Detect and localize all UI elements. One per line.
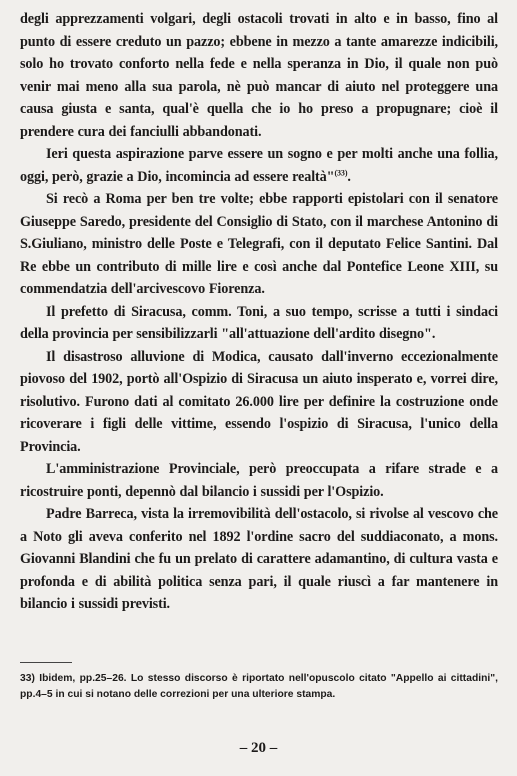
paragraph: Padre Barreca, vista la irremovibilità dell'ostacolo, si rivolse al vescovo che a Noto gli aveva conferito nel 1892 l'ordine sacro del suddiaconato, a mons. Giovanni Blandini che fu un prelato di carattere adamantino, di cultura vasta e profonda e di abilità politica senza pari, il quale riuscì a far mantenere in bilancio i sussidi previsti.: [20, 506, 498, 612]
document-body: [20, 8, 498, 616]
paragraph: Il disastroso alluvione di Modica, causato dall'inverno eccezionalmente piovoso del 1902, portò all'Ospizio di Siracusa un aiuto insperato e, vorrei dire, risolutivo. Furono dati al comitato 26.000 lire per definire la costruzione onde ricoverare i figli delle vittime, essendo l'ospizio di Siracusa, l'unico della Provincia.: [20, 348, 498, 455]
paragraph-text: Ieri questa aspirazione parve essere un sogno e per molti anche una follia, oggi, però, grazie a Dio, incomincia ad essere realtà": [20, 146, 498, 185]
footnote: 33) Ibidem, pp.25–26. Lo stesso discorso è riportato nell'opuscolo citato "Appello ai cittadini", pp.4–5 in cui si notano delle correzioni per una ulteriore stampa.: [20, 673, 498, 700]
paragraph: Il prefetto di Siracusa, comm. Toni, a suo tempo, scrisse a tutti i sindaci della provincia per sensibilizzarli "all'attuazione dell'ardito disegno".: [20, 303, 498, 342]
paragraph: degli apprezzamenti volgari, degli ostacoli trovati in alto e in basso, fino al punto di essere creduto un pazzo; ebbene in mezzo a tante amarezze indicibili, solo ho trovato conforto nella fede e nella speranza in Dio, il quale non può venir mai meno alla sua parola, nè può mancar di aiuto nel proteggere una causa giusta e santa, qual'è quella che io ho preso a propugnare; cioè il prendere cura dei fanciulli abbandonati.: [20, 11, 498, 140]
paragraph: [20, 143, 498, 188]
footnote-divider: [20, 662, 72, 663]
page-number: – 20 –: [239, 740, 278, 756]
paragraph-end: .: [347, 168, 351, 185]
paragraph: Si recò a Roma per ben tre volte; ebbe rapporti epistolari con il senatore Giuseppe Saredo, presidente del Consiglio di Stato, con il marchese Antonino di S.Giuliano, ministro delle Poste e Telegrafi, con il deputato Felice Santini. Dal Re ebbe un contributo di mille lire e così anche dal Pontefice Leone XIII, su commendatzia dell'arcivescovo Fiorenza.: [20, 191, 498, 297]
paragraph: L'amministrazione Provinciale, però preoccupata a rifare strade e a ricostruire ponti, depennò dal bilancio i sussidi per l'Ospizio.: [20, 461, 498, 500]
footnote-ref: (33): [334, 167, 348, 177]
